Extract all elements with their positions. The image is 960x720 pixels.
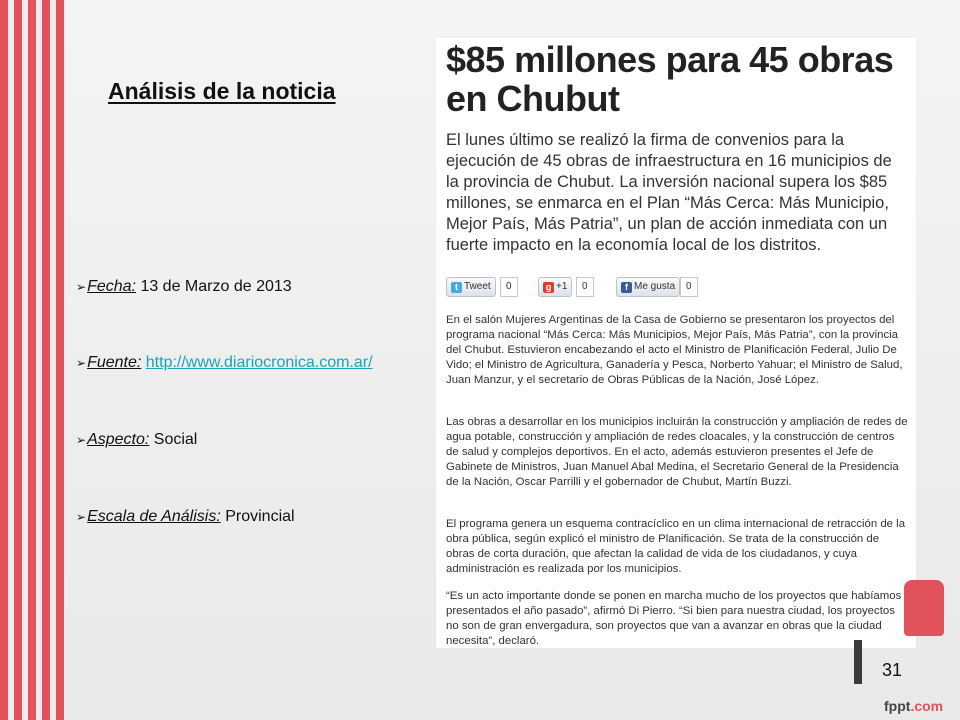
gplus-label: +1 — [556, 281, 568, 292]
article-lead: El lunes último se realizó la firma de convenios para la ejecución de 45 obras de infraestructura en 16 municipios de la provincia de Chubut. La inversión nacional supera los $85 millones, se enmarca en el Plan “Más Cerca: Más Municipio, Mejor País, Más Patria”, un plan de acción inmediata con un fuerte impacto en la economía local de los distritos. — [446, 131, 892, 254]
stripe — [28, 0, 36, 720]
brand-suffix: .com — [910, 698, 944, 714]
arrow-bullet-icon: ➢ — [76, 356, 87, 370]
article-paragraph: El programa genera un esquema contracíclico en un clima internacional de retracción de la obra pública, según explicó el ministro de Planificación. Se trata de la construcción de obras de corta duración, que afectan la calidad de vida de los ciudadanos, y cuya administración es realizada por los municipios. — [446, 518, 906, 575]
brand-name: fppt — [884, 698, 911, 714]
source-link[interactable]: http://www.diariocronica.com.ar/ — [145, 354, 373, 371]
article-paragraph: Las obras a desarrollar en los municipios incluirán la construcción y ampliación de redes de agua potable, construcción y ampliación de redes cloacales, y la construcción de centros de salud y complejos deportivos. En el acto, además estuvieron presentes el Jefe de Gabinete de Ministros, Juan Manuel Abal Medina, el Secretario General de la Presidencia de la Nación, Oscar Parrilli y el gobernador de Chubut, Martín Buzzi. — [446, 416, 908, 488]
bullet-label: Fecha: — [87, 278, 136, 295]
bullet-fuente — [76, 354, 373, 372]
facebook-like-button[interactable] — [616, 277, 680, 297]
bullet-fecha — [76, 278, 292, 296]
facebook-icon: f — [621, 282, 632, 293]
stripe — [56, 0, 64, 720]
bullet-value: 13 de Marzo de 2013 — [140, 278, 292, 295]
bullet-value: Provincial — [225, 508, 295, 525]
page-number: 31 — [882, 660, 903, 680]
bullet-escala — [76, 508, 295, 526]
tweet-button[interactable] — [446, 277, 496, 297]
gplus-button[interactable] — [538, 277, 572, 297]
bullet-aspecto — [76, 431, 197, 449]
tweet-count: 0 — [500, 277, 518, 297]
facebook-count: 0 — [680, 277, 698, 297]
arrow-bullet-icon: ➢ — [76, 280, 87, 294]
arrow-bullet-icon: ➢ — [76, 510, 87, 524]
brand-logo — [884, 698, 943, 714]
bullet-label: Fuente: — [87, 354, 142, 371]
bullet-label: Aspecto: — [87, 431, 150, 448]
fb-label: Me gusta — [634, 281, 676, 292]
share-bar — [446, 277, 906, 297]
bullet-label: Escala de Análisis: — [87, 508, 221, 525]
tweet-label: Tweet — [464, 281, 491, 292]
article-paragraph: En el salón Mujeres Argentinas de la Casa de Gobierno se presentaron los proyectos del programa nacional “Más Cerca: Más Municipios, Mejor País, Más Patria”, con la provincia del Chubut. Estuvieron encabezando el acto el Ministro de Planificación Federal, Julio De Vido; el Ministro de Agricultura, Ganadería y Pesca, Norberto Yahuar; el Ministro de Salud, Juan Manzur, y el secretario de Obras Públicas de la Nación, José López. — [446, 314, 903, 386]
gplus-count: 0 — [576, 277, 594, 297]
article-paragraph: “Es un acto importante donde se ponen en marcha mucho de los proyectos que habíamos presentados el año pasado”, afirmó Di Pierro. “Si bien para nuestra ciudad, los proyectos no son de gran envergadura, son proyectos que van a avanzar en obras que la ciudad necesita”, declaró. — [446, 590, 902, 647]
google-plus-icon: g — [543, 282, 554, 293]
slide-title: Análisis de la noticia — [108, 78, 336, 104]
stripe — [0, 0, 8, 720]
news-clipping — [436, 38, 916, 648]
article-headline: $85 millones para 45 obras en Chubut — [446, 39, 894, 119]
mailbox-logo-icon — [904, 580, 944, 636]
bullet-value: Social — [153, 431, 198, 448]
mailbox-post — [854, 640, 862, 684]
stripe — [14, 0, 22, 720]
arrow-bullet-icon: ➢ — [76, 433, 87, 447]
twitter-icon: t — [451, 282, 462, 293]
decorative-stripes — [0, 0, 66, 720]
stripe — [42, 0, 50, 720]
